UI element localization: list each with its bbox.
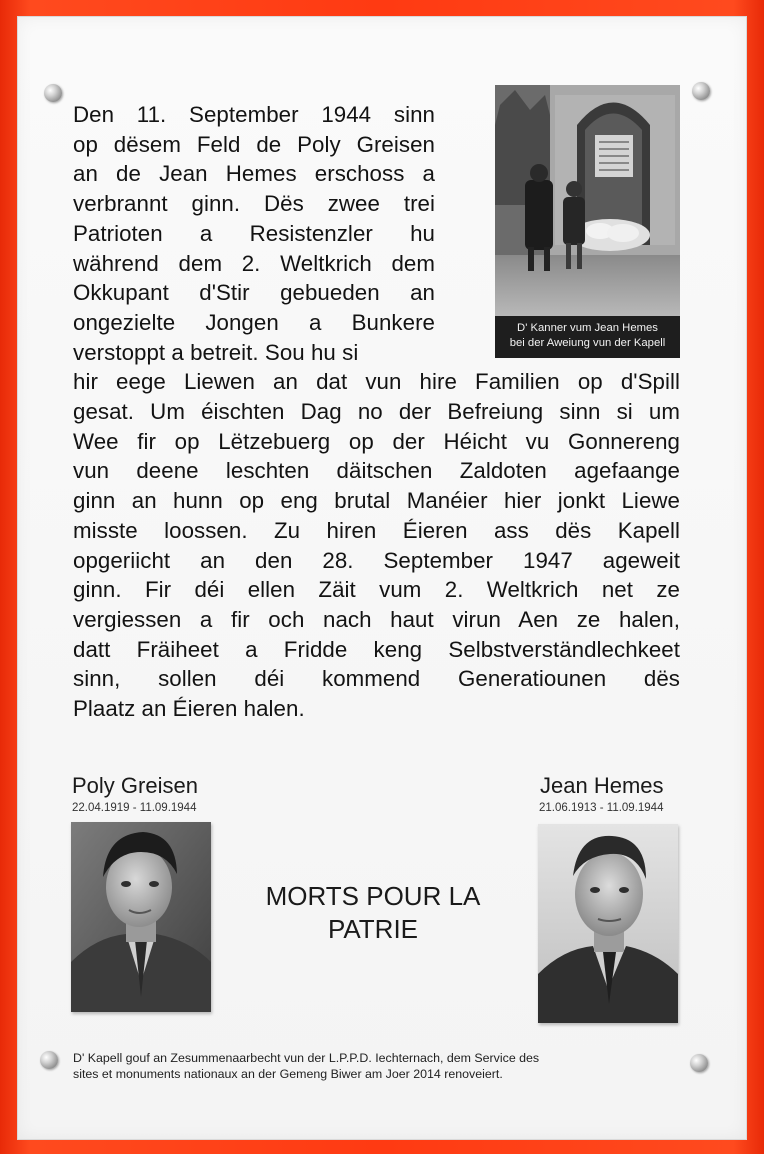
chapel-photo-image [495, 85, 680, 316]
heading-line: MORTS POUR LA [265, 881, 481, 911]
left-person-dates: 22.04.1919 - 11.09.1944 [72, 802, 197, 814]
text-line: datt Fräiheet a Fridde keng Selbstverständlechkeet [73, 636, 680, 662]
text-line: op dësem Feld de Poly Greisen [73, 131, 435, 157]
right-portrait-photo [538, 824, 678, 1023]
text-line: Den 11. September 1944 sinn [73, 102, 435, 127]
text-line: hir eege Liewen an dat vun hire Familien op d'Spill [73, 369, 680, 395]
text-line: ongezielte Jongen a Bunkere [73, 309, 435, 335]
text-line: gesat. Um éischten Dag no der Befreiung sinn si um [73, 399, 680, 425]
caption-line: D' Kanner vum Jean Hemes [517, 322, 658, 334]
left-person-name: Poly Greisen [72, 773, 198, 798]
right-portrait-image [538, 824, 678, 1023]
morts-pour-la-patrie-heading [232, 880, 514, 946]
left-portrait-image [71, 822, 211, 1012]
text-line: opgeriicht an den 28. September 1947 ageweit [73, 547, 680, 573]
text-line: misste loossen. Zu hiren Éieren ass dës Kapell [73, 517, 680, 543]
text-line: Patrioten a Resistenzler hu [73, 220, 435, 246]
text-line: Plaatz an Éieren halen. [73, 696, 305, 722]
chapel-photo [495, 85, 680, 358]
caption-line: bei der Aweiung vun der Kapell [509, 337, 666, 349]
text-line: vun deene leschten däitschen Zaldoten agefaange [73, 458, 680, 484]
text-line: verbrannt ginn. Dës zwee trei [73, 191, 435, 217]
text-line: während dem 2. Weltkrich dem [73, 250, 435, 276]
text-line: sinn, sollen déi kommend Generatiounen dës [73, 666, 680, 692]
right-person-name: Jean Hemes [540, 773, 664, 798]
footer-line: D' Kapell gouf an Zesummenaarbecht vun der L.P.P.D. Iechternach, dem Service des [73, 1051, 540, 1065]
text-line: vergiessen a fir och nach haut virun Aen ze halen, [73, 606, 680, 632]
text-line: an de Jean Hemes erschoss a [73, 161, 435, 187]
renovation-note [73, 1050, 693, 1082]
heading-line: PATRIE [327, 914, 419, 944]
screw-top-right [692, 82, 710, 100]
screw-bottom-left [40, 1051, 58, 1069]
text-line: Wee fir op Lëtzebuerg op der Héicht vu Gonnereng [73, 428, 680, 454]
text-line: Okkupant d'Stir gebueden an [73, 280, 435, 306]
chapel-photo-caption [495, 316, 680, 358]
right-person-dates: 21.06.1913 - 11.09.1944 [539, 802, 664, 814]
footer-line: sites et monuments nationaux an der Gemeng Biwer am Joer 2014 renoveiert. [73, 1067, 503, 1081]
text-line: ginn an hunn op eng brutal Manéier hier jonkt Liewe [73, 488, 680, 514]
text-line: verstoppt a betreit. Sou hu si [73, 339, 359, 365]
screw-top-left [44, 84, 62, 102]
left-portrait-photo [71, 822, 211, 1012]
text-line: ginn. Fir déi ellen Zäit vum 2. Weltkrich net ze [73, 577, 680, 603]
